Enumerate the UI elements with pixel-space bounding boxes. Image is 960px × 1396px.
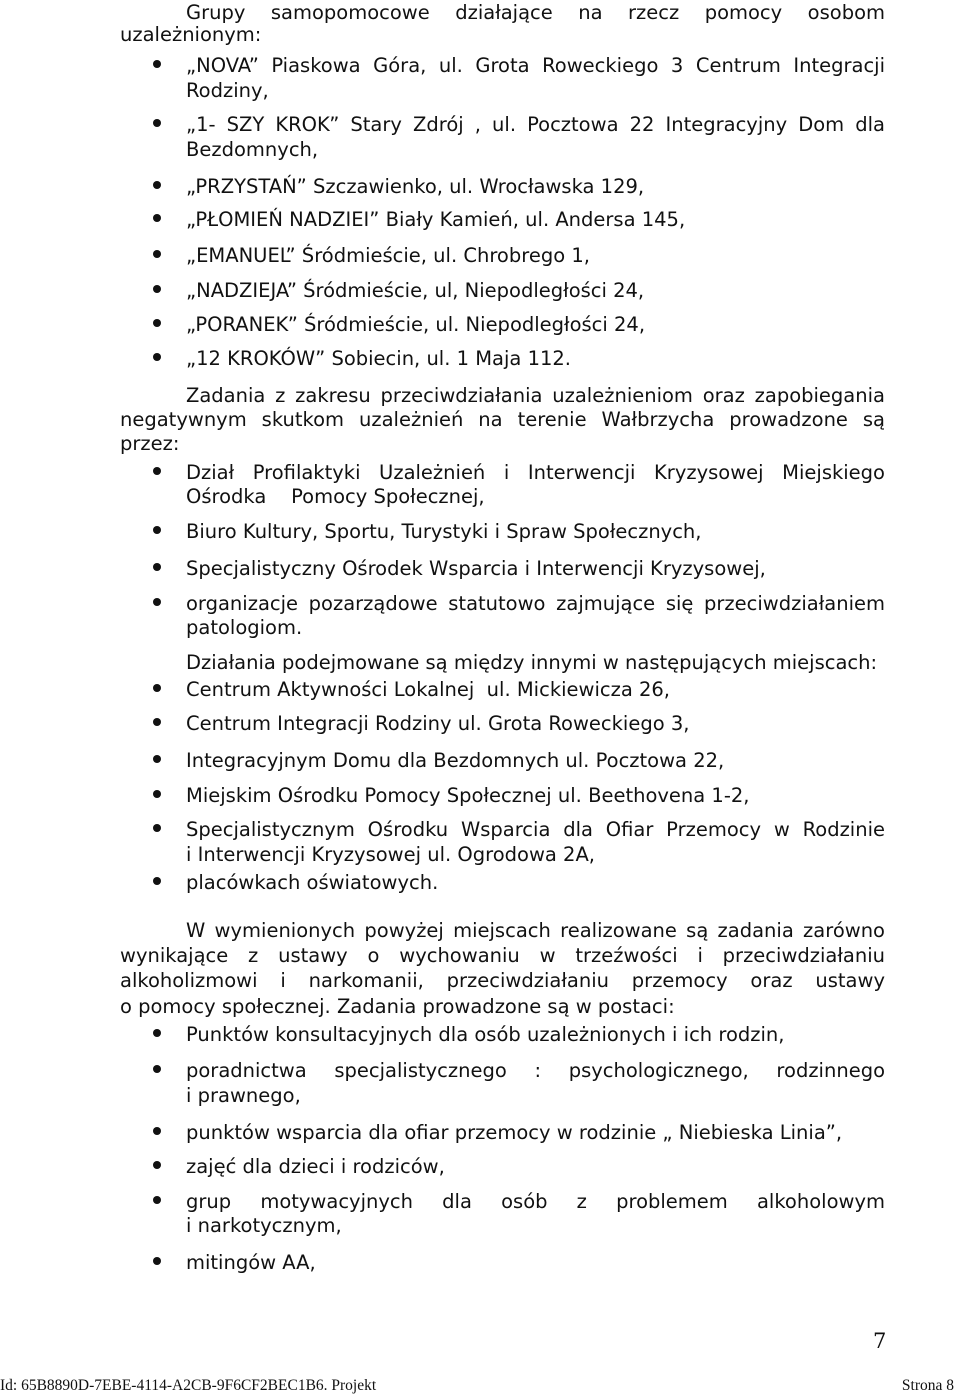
forms-intro-line-3: alkoholizmowi i narkomanii, przeciwdziałaniu przemocy oraz ustawy <box>120 969 885 992</box>
bullet <box>153 467 161 475</box>
list-item-continuation: Bezdomnych, <box>186 138 319 161</box>
list-item-continuation: i Interwencji Kryzysowej ul. Ogrodowa 2A, <box>186 843 595 866</box>
forms-intro-line-4: o pomocy społecznej. Zadania prowadzone są w postaci: <box>120 995 675 1018</box>
bullet <box>153 60 161 68</box>
bullet <box>153 250 161 258</box>
list-item: zajęć dla dzieci i rodziców, <box>186 1155 445 1178</box>
list-item: grup motywacyjnych dla osób z problemem alkoholowym <box>186 1190 885 1213</box>
tasks-intro-line-3: przez: <box>120 432 180 455</box>
bullet <box>153 718 161 726</box>
list-item-continuation: Ośrodka Pomocy Społecznej, <box>186 485 485 508</box>
bullet <box>153 755 161 763</box>
list-item: Integracyjnym Domu dla Bezdomnych ul. Pocztowa 22, <box>186 749 725 772</box>
list-item: organizacje pozarządowe statutowo zajmujące się przeciwdziałaniem <box>186 592 885 615</box>
bullet <box>153 824 161 832</box>
tasks-intro-line-1: Zadania z zakresu przeciwdziałania uzależnieniom oraz zapobiegania <box>186 384 885 407</box>
list-item: mitingów AA, <box>186 1251 316 1274</box>
footer-document-id: Id: 65B8890D-7EBE-4114-A2CB-9F6CF2BEC1B6. Projekt <box>0 1377 377 1394</box>
bullet <box>153 598 161 606</box>
list-item: Centrum Integracji Rodziny ul. Grota Roweckiego 3, <box>186 712 690 735</box>
list-item: „12 KROKÓW” Sobiecin, ul. 1 Maja 112. <box>186 347 571 370</box>
bullet <box>153 1029 161 1037</box>
intro-groups-line-1: Grupy samopomocowe działające na rzecz pomocy osobom <box>186 1 885 24</box>
bullet <box>153 285 161 293</box>
list-item: „PRZYSTAŃ” Szczawienko, ul. Wrocławska 129, <box>186 175 645 198</box>
bullet <box>153 214 161 222</box>
list-item: „EMANUEL” Śródmieście, ul. Chrobrego 1, <box>186 244 590 267</box>
list-item: placówkach oświatowych. <box>186 871 439 894</box>
list-item-continuation: Rodziny, <box>186 79 269 102</box>
bullet <box>153 790 161 798</box>
bullet <box>153 119 161 127</box>
list-item: Specjalistyczny Ośrodek Wsparcia i Interwencji Kryzysowej, <box>186 557 766 580</box>
list-item: „PŁOMIEŃ NADZIEI” Biały Kamień, ul. Andersa 145, <box>186 208 686 231</box>
list-item: punktów wsparcia dla ofiar przemocy w rodzinie „ Niebieska Linia”, <box>186 1121 843 1144</box>
bullet <box>153 181 161 189</box>
list-item: Punktów konsultacyjnych dla osób uzależnionych i ich rodzin, <box>186 1023 785 1046</box>
bullet <box>153 877 161 885</box>
list-item: Centrum Aktywności Lokalnej ul. Mickiewicza 26, <box>186 678 671 701</box>
bullet <box>153 1196 161 1204</box>
bullet <box>153 684 161 692</box>
bullet <box>153 1257 161 1265</box>
bullet <box>153 1127 161 1135</box>
list-item: „NOVA” Piaskowa Góra, ul. Grota Roweckiego 3 Centrum Integracji <box>186 54 885 77</box>
tasks-intro-line-2: negatywnym skutkom uzależnień na terenie Wałbrzycha prowadzone są <box>120 408 885 431</box>
list-item: „NADZIEJA” Śródmieście, ul, Niepodległości 24, <box>186 279 645 302</box>
list-item-continuation: patologiom. <box>186 616 303 639</box>
list-item: Miejskim Ośrodku Pomocy Społecznej ul. Beethovena 1-2, <box>186 784 750 807</box>
bullet <box>153 526 161 534</box>
intro-groups-line-2: uzależnionym: <box>120 23 262 46</box>
bullet <box>153 353 161 361</box>
list-item: Dział Profilaktyki Uzależnień i Interwencji Kryzysowej Miejskiego <box>186 461 885 484</box>
bullet <box>153 1161 161 1169</box>
list-item: Specjalistycznym Ośrodku Wsparcia dla Ofiar Przemocy w Rodzinie <box>186 818 885 841</box>
places-intro: Działania podejmowane są między innymi w następujących miejscach: <box>186 651 878 674</box>
list-item-continuation: i narkotycznym, <box>186 1214 342 1237</box>
bullet <box>153 319 161 327</box>
bullet <box>153 1065 161 1073</box>
forms-intro-line-2: wynikające z ustawy o wychowaniu w trzeźwości i przeciwdziałaniu <box>120 944 885 967</box>
list-item: Biuro Kultury, Sportu, Turystyki i Spraw Społecznych, <box>186 520 702 543</box>
footer-page-label: Strona 8 <box>901 1377 954 1394</box>
list-item-continuation: i prawnego, <box>186 1084 301 1107</box>
bullet <box>153 563 161 571</box>
list-item: „PORANEK” Śródmieście, ul. Niepodległości 24, <box>186 313 646 336</box>
page-number: 7 <box>873 1329 887 1353</box>
forms-intro-line-1: W wymienionych powyżej miejscach realizowane są zadania zarówno <box>186 919 885 942</box>
list-item: „1- SZY KROK” Stary Zdrój , ul. Pocztowa 22 Integracyjny Dom dla <box>186 113 885 136</box>
list-item: poradnictwa specjalistycznego : psychologicznego, rodzinnego <box>186 1059 885 1082</box>
